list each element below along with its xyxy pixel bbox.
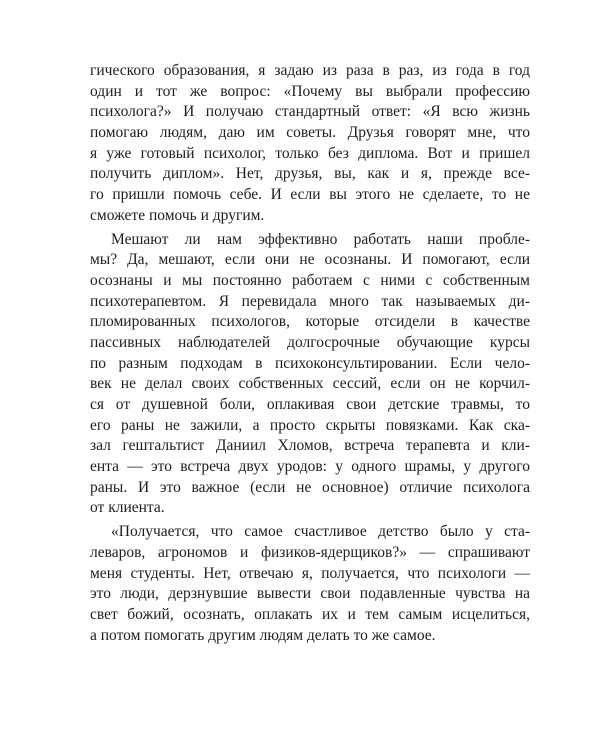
text-line: «Получается, что самое счастливое детство было у ста- (111, 523, 530, 541)
text-line: психотерапевтом. Я перевидала много так называемых ди- (90, 292, 530, 310)
text-line: Мешают ли нам эффективно работать наши пробле- (111, 230, 530, 248)
text-line: я уже готовый психолог, только без диплома. Вот и пришел (90, 144, 530, 162)
text-line: по разным подходам в психоконсультировании. Если чело- (90, 354, 530, 372)
text-line: от клиента. (90, 499, 165, 517)
text-line: его раны не зажили, а просто скрыты повязками. Как ска- (90, 416, 530, 434)
text-line: осознаны и мы постоянно работаем с ними с собственным (90, 271, 530, 289)
text-line: пломированных психологов, которые отсидели в качестве (90, 313, 530, 331)
text-line: помогаю людям, даю им советы. Друзья говорят мне, что (90, 124, 530, 142)
text-line: леваров, агрономов и физиков-ядерщиков?» — спрашивают (90, 543, 530, 561)
text-line: век не делал своих собственных сессий, если он не корчил- (90, 375, 530, 393)
text-line: зал гештальтист Даниил Хломов, встреча терапевта и кли- (90, 437, 530, 455)
text-line: меня студенты. Нет, отвечаю я, получается, что психологи — (90, 564, 530, 582)
text-line: пассивных наблюдателей долгосрочные обучающие курсы (90, 333, 530, 351)
text-line: раны. И это важное (если не основное) отличие психолога (90, 478, 530, 496)
paragraph-psychologists (90, 230, 530, 520)
text-line: один и тот же вопрос: «Почему вы выбрали профессию (90, 82, 530, 100)
text-line: а потом помогать другим людям делать то же самое. (90, 626, 436, 644)
body-text (90, 61, 530, 649)
text-line: гического образования, я задаю из раза в раз, из года в год (90, 62, 530, 79)
text-line: психолога?» И получаю стандартный ответ: «Я всю жизнь (90, 103, 530, 121)
text-line: получить диплом». Нет, друзья, вы, как и я, прежде все- (90, 165, 530, 183)
text-line: ента — это встреча двух уродов: у одного шрамы, у другого (90, 458, 530, 476)
text-line: свет божий, осознать, оплакать их и тем самым исцелиться, (90, 605, 530, 623)
text-line: сможете помочь и другим. (90, 206, 265, 224)
paragraph-continuation (90, 61, 530, 227)
text-line: го пришли помочь себе. И если вы этого не сделаете, то не (90, 186, 530, 204)
paragraph-students (90, 522, 530, 646)
text-line: ся от душевной боли, оплакивая свои детские травмы, то (90, 396, 530, 413)
text-line: это люди, дерзнувшие вывести свои подавленные чувства на (90, 585, 530, 603)
text-line: мы? Да, мешают, если они не осознаны. И помогают, если (90, 251, 530, 269)
